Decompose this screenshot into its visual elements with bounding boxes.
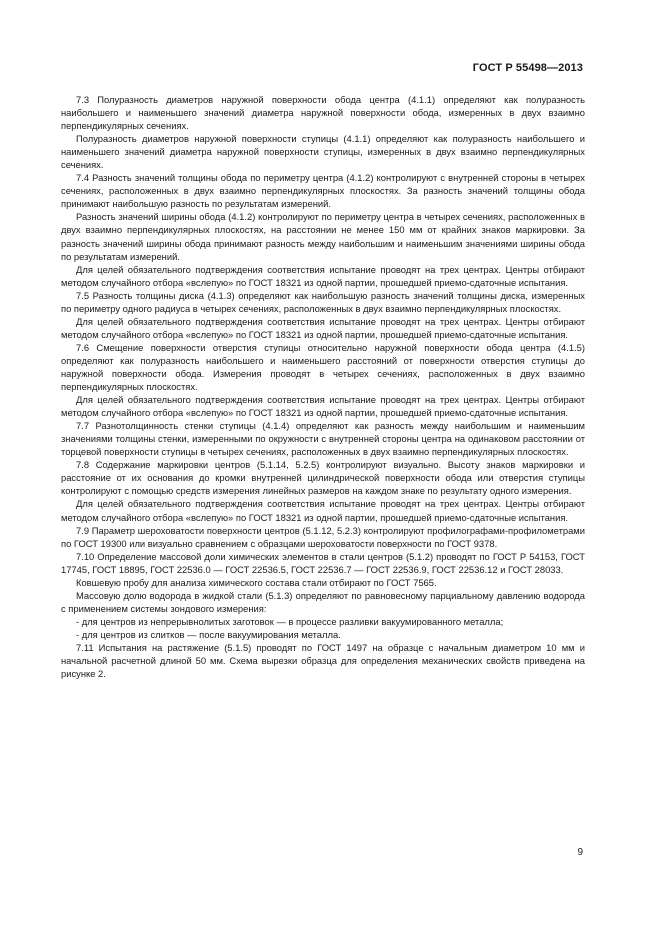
paragraph-certification-1: Для целей обязательного подтверждения соответствия испытание проводят на трех центрах. Центры отбирают методом случайного отбора «вслепую» по ГОСТ 18321 из одной партии, прошедшей приемо-сдаточные испытания.	[61, 263, 585, 288]
paragraph-7-9: 7.9 Параметр шероховатости поверхности центров (5.1.12, 5.2.3) контролируют профилографами-профилометрами по ГОСТ 19300 или визуально сравнением с образцами шероховатости поверхности по ГОСТ 9378.	[61, 524, 585, 549]
paragraph-hydrogen: Массовую долю водорода в жидкой стали (5.1.3) определяют по равновесному парциальному давлению водорода с применением системы зондового измерения:	[61, 589, 585, 614]
list-item-ingots: - для центров из слитков — после вакуумирования металла.	[76, 628, 341, 640]
document-id-header: ГОСТ Р 55498—2013	[472, 62, 583, 74]
paragraph-7-10: 7.10 Определение массовой доли химических элементов в стали центров (5.1.2) проводят по ГОСТ Р 54153, ГОСТ 17745, ГОСТ 18895, ГОСТ 22536.0 — ГОСТ 22536.5, ГОСТ 22536.7 — ГОСТ 22536.9, ГОСТ 22536.12 и ГОСТ 28033.	[61, 550, 585, 575]
paragraph-7-3: 7.3 Полуразность диаметров наружной поверхности обода центра (4.1.1) определяют как полуразность наибольшего и наименьшего значений диаметра наружной поверхности обода, измеренных в двух взаимно перпендикулярных сечениях.	[61, 94, 585, 132]
paragraph-7-6: 7.6 Смещение поверхности отверстия ступицы относительно наружной поверхности обода центра (4.1.5) определяют как полуразность наибольшего и наименьшего расстояний от поверхности отверстия ступицы до наружной поверхности обода. Измерения проводят в четырех сечениях, расположенных в двух взаимно перпендикулярных плоскостях.	[61, 341, 585, 393]
paragraph-certification-3: Для целей обязательного подтверждения соответствия испытание проводят на трех центрах. Центры отбирают методом случайного отбора «вслепую» по ГОСТ 18321 из одной партии, прошедшей приемо-сдаточные испытания.	[61, 394, 585, 419]
paragraph-ladle-sample: Ковшевую пробу для анализа химического состава стали отбирают по ГОСТ 7565.	[76, 576, 437, 588]
paragraph-7-4: 7.4 Разность значений толщины обода по периметру центра (4.1.2) контролируют с внутренней стороны в четырех сечениях, расположенных в двух взаимно перпендикулярных плоскостях. За разность значений толщины обода принимают наибольшую разность по результатам измерений.	[61, 172, 585, 210]
paragraph-hub-diameter: Полуразность диаметров наружной поверхности ступицы (4.1.1) определяют как полуразность наибольшего и наименьшего значений диаметра наружной поверхности ступицы, измеренных в двух взаимно перпендикулярных сечениях.	[61, 133, 585, 171]
document-body	[61, 93, 585, 680]
paragraph-certification-2: Для целей обязательного подтверждения соответствия испытание проводят на трех центрах. Центры отбирают методом случайного отбора «вслепую» по ГОСТ 18321 из одной партии, прошедшей приемо-сдаточные испытания.	[61, 315, 585, 340]
paragraph-7-7: 7.7 Разнотолщинность стенки ступицы (4.1.4) определяют как разность между наибольшим и наименьшим значениями толщины стенки, измеренными по окружности с внутренней стороны центра на одинаковом расстоянии от торцевой поверхности ступицы в четырех сечениях, расположенных в двух взаимно перпендикулярных плоскостях.	[61, 420, 585, 458]
paragraph-7-8: 7.8 Содержание маркировки центров (5.1.14, 5.2.5) контролируют визуально. Высоту знаков маркировки и расстояние от их основания до кромки внутренней цилиндрической поверхности обода или отверстия ступицы контролируют с помощью средств измерения линейных размеров на каждом знаке по результату одного измерения.	[61, 459, 585, 497]
paragraph-7-11: 7.11 Испытания на растяжение (5.1.5) проводят по ГОСТ 1497 на образце с начальным диаметром 10 мм и начальной расчетной длиной 50 мм. Схема вырезки образца для определения механических свойств приведена на рисунке 2.	[61, 641, 585, 680]
page-number: 9	[577, 847, 583, 858]
list-item-continuous-cast: - для центров из непрерывнолитых заготовок — в процессе разливки вакуумированного металла;	[76, 615, 504, 627]
paragraph-7-5: 7.5 Разность толщины диска (4.1.3) определяют как наибольшую разность значений толщины диска, измеренных по периметру одного радиуса в четырех сечениях, расположенных в двух взаимно перпендикулярных плоскостях.	[61, 289, 585, 314]
paragraph-rim-width: Разность значений ширины обода (4.1.2) контролируют по периметру центра в четырех сечениях, расположенных в двух взаимно перпендикулярных плоскостях, на расстоянии не менее 150 мм от крайних знаков маркировки. За разность значений ширины обода принимают разность между наибольшим и наименьшим значениями ширины обода по результатам измерений.	[61, 211, 585, 262]
paragraph-certification-4: Для целей обязательного подтверждения соответствия испытание проводят на трех центрах. Центры отбирают методом случайного отбора «вслепую» по ГОСТ 18321 из одной партии, прошедшей приемо-сдаточные испытания.	[61, 498, 585, 523]
